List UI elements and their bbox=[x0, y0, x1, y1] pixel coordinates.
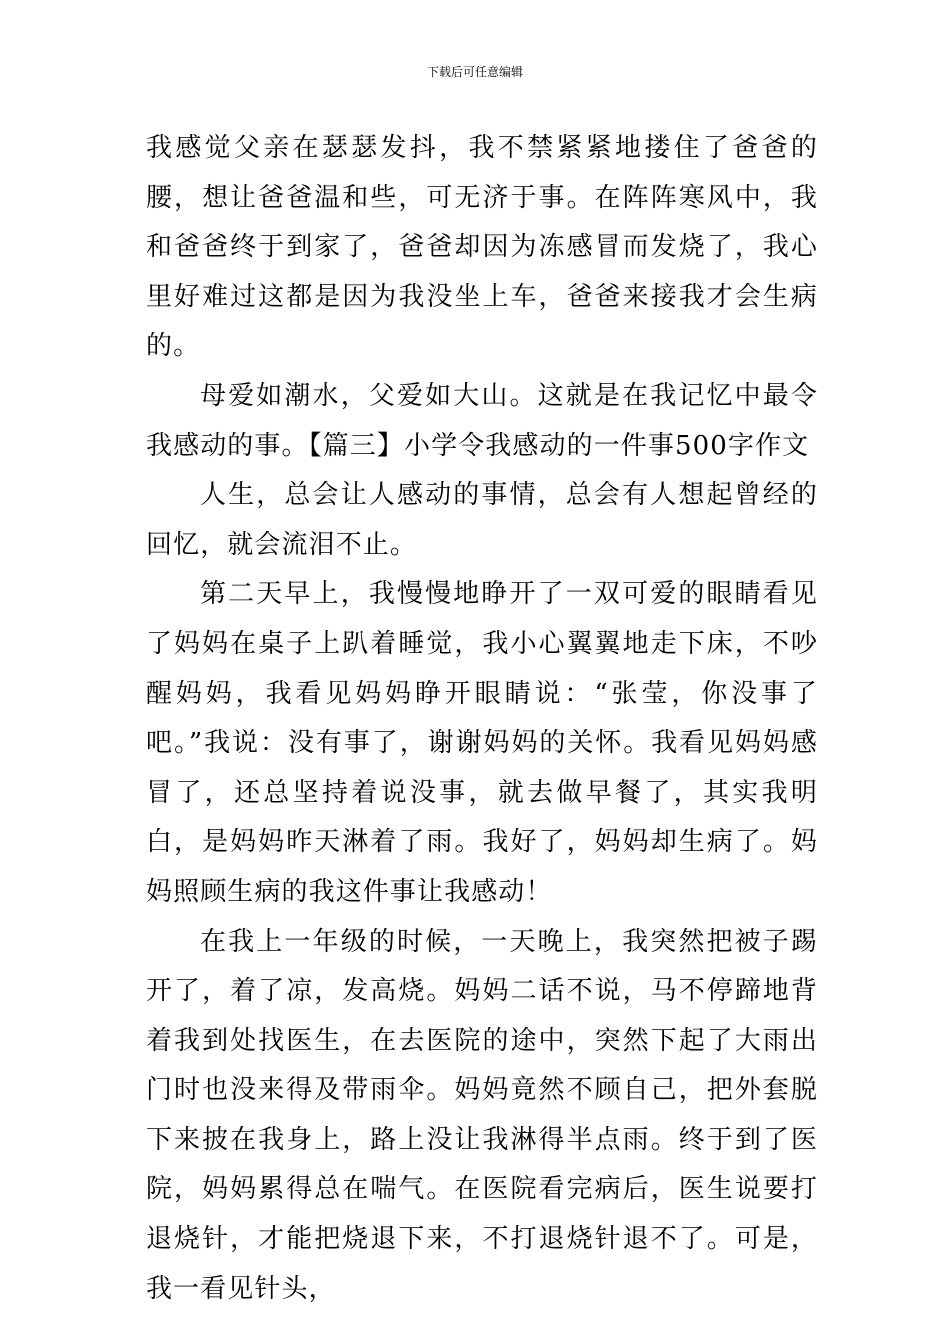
paragraph: 我感觉父亲在瑟瑟发抖，我不禁紧紧地搂住了爸爸的腰，想让爸爸温和些，可无济于事。在阵阵寒风中，我和爸爸终于到家了，爸爸却因为冻感冒而发烧了，我心里好难过这都是因为我没坐上车，爸爸来接我才会生病的。 bbox=[146, 133, 818, 362]
paragraph: 第二天早上，我慢慢地睁开了一双可爱的眼睛看见了妈妈在桌子上趴着睡觉，我小心翼翼地走下床，不吵醒妈妈，我看见妈妈睁开眼睛说：“张莹，你没事了吧。”我说：没有事了，谢谢妈妈的关怀。我看见妈妈感冒了，还总坚持着说没事，就去做早餐了，其实我明白，是妈妈昨天淋着了雨。我好了，妈妈却生病了。妈妈照顾生病的我这件事让我感动！ bbox=[146, 579, 818, 907]
paragraph: 在我上一年级的时候，一天晚上，我突然把被子踢开了，着了凉，发高烧。妈妈二话不说，马不停蹄地背着我到处找医生，在去医院的途中，突然下起了大雨出门时也没来得及带雨伞。妈妈竟然不顾自己，把外套脱下来披在我身上，路上没让我淋得半点雨。终于到了医院，妈妈累得总在喘气。在医院看完病后，医生说要打退烧针，才能把烧退下来，不打退烧针退不了。可是，我一看见针头， bbox=[146, 926, 818, 1304]
paragraph: 母爱如潮水，父爱如大山。这就是在我记忆中最令我感动的事。【篇三】小学令我感动的一件事500字作文 bbox=[146, 380, 818, 461]
paragraph: 人生，总会让人感动的事情，总会有人想起曾经的回忆，就会流泪不止。 bbox=[146, 480, 818, 560]
document-body bbox=[146, 124, 818, 1314]
page-header-note: 下载后可任意编辑 bbox=[426, 65, 523, 79]
